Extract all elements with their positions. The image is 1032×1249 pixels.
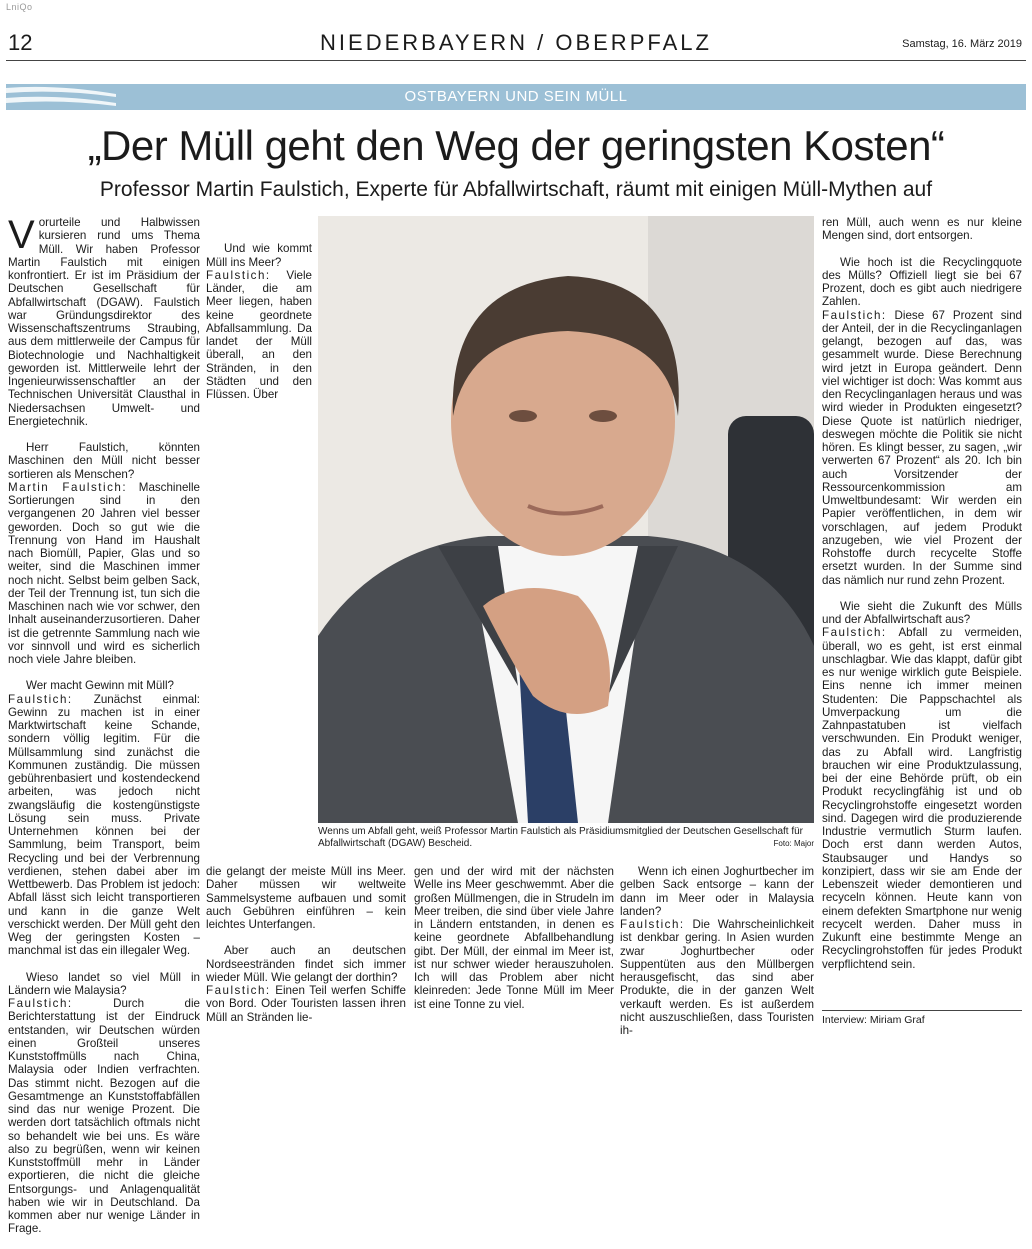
article-column-2-bottom [206,865,406,1037]
photo-credit: Foto: Major [773,839,814,848]
speaker-name: Faulstich: [8,692,73,706]
article-column-3 [414,865,614,1024]
header-rule [6,60,1026,61]
portrait-illustration [318,216,814,823]
subheadline: Professor Martin Faulstich, Experte für Abfallwirtschaft, räumt mit einigen Müll-Mythen auf [99,178,933,201]
question: Wieso landet so viel Müll in Ländern wie Malaysia? [8,970,200,997]
question: Wie sieht die Zukunft des Mülls und der Abfallwirtschaft aus? [822,599,1022,626]
question: Wer macht Gewinn mit Müll? [26,679,174,693]
question: Herr Faulstich, könnten Maschinen den Müll nicht besser sortieren als Menschen? [8,441,200,481]
speaker-name: Faulstich: [206,984,271,997]
article-column-1 [8,213,200,1249]
question: Wenn ich einen Joghurtbecher im gelben Sack entsorge – kann der dann im Meer oder in Malaysia landen? [620,865,814,918]
brand-watermark: LniQo [6,2,33,12]
answer-text: Die Wahrscheinlichkeit ist denkbar gering. In Asien wurden zwar Joghurtbecher oder Suppentüten aus den Müllbergen herausgefischt, das sind aber Produkte, die in der ganzen Welt verkauft werden. Es ist außerdem nicht auszuschließen, dass Touristen ih- [620,918,814,1037]
intro-text: orurteile und Halbwissen kursieren rund ums Thema Müll. Wir haben Professor Martin Faulstich mit einigen konfrontiert. Er ist im Präsidium der Deutschen Gesellschaft für Abfallwirtschaft (DGAW). Faulstich war Gründungsdirektor des Wissenschaftszentrums Straubing, aus dem mittlerweile der Campus für Biotechnologie und Nachhaltigkeit geworden ist. Mittlerweile lehrt der Ingenieurwissenschaftler an der Technischen Universität Clausthal in Niedersachsen Umwelt- und Energietechnik. [8,216,200,428]
caption-text: Wenns um Abfall geht, weiß Professor Martin Faulstich als Präsidiumsmitglied der Deutschen Gesellschaft für Abfallwirtschaft (DGAW) Bescheid. [318,826,804,849]
answer-text: Einen Teil werfen Schiffe von Bord. Oder Touristen lassen ihren Müll an Stränden lie- [206,984,406,1024]
answer-text: ren Müll, auch wenn es nur kleine Mengen sind, dort entsorgen. [822,216,1022,243]
drop-cap: V [8,213,35,257]
section-title: NIEDERBAYERN / OBERPFALZ [320,30,712,55]
question: Aber auch an deutschen Nordseestränden findet sich immer wieder Müll. Wie gelangt der dorthin? [206,944,406,984]
answer-text: Durch die Berichterstattung ist der Eindruck entstanden, wir Deutschen würden einen Großteil unseres Kunststoffmülls nach China, Malaysia oder Indien verfrachten. Das stimmt nicht. Bezogen auf die Gesamtmenge an Kunststoffabfällen sind das nur wenige Prozent. Die werden dort tatsächlich oftmals nicht so behandelt wie bei uns. Es wäre also zu begrüßen, wenn wir keinen Kunststoffmüll mehr in Länder exportieren, die nicht die gleiche Entsorgungs- und Anlagenqualität haben wie wir in Deutschland. Da kommen aber nur wenige Länder in Frage. [8,997,200,1236]
photo-caption [318,826,814,850]
article-column-4 [620,865,814,1050]
speaker-name: Faulstich: [822,308,887,322]
answer-text: Zunächst einmal: Gewinn zu machen ist in einer Marktwirtschaft keine Schande, sondern völlig legitim. Für die Müllsammlung sind zunächst die Kommunen zuständig. Die müssen gebührenbasiert und kostendeckend arbeiten, was jedoch nicht zwangsläufig die kostengünstigste Lösung sein muss. Private Unternehmen können bei der Sammlung, beim Transport, beim Recycling und bei der Verbrennung verdienen, stehen dabei aber im Wettbewerb. Das Problem ist jedoch: Abfall lässt sich leicht transportieren und kann in die ganze Welt verschickt werden. Der Müll geht den Weg der geringsten Kosten – manchmal ist das ein illegaler Weg. [8,692,200,958]
headline: „Der Müll geht den Weg der geringsten Kosten“ [87,122,945,169]
answer-text: Viele Länder, die am Meer liegen, haben keine geordnete Abfallsammlung. Da landet der Müll überall, an den Stränden, in den Städten und den Flüssen. Über [206,268,312,401]
page-number: 12 [8,30,33,55]
question: Und wie kommt Müll ins Meer? [206,242,312,269]
answer-text: die gelangt der meiste Müll ins Meer. Daher müssen wir weltweite Sammelsysteme aufbauen und somit auch Gebühren einführen – kein leichtes Unterfangen. [206,865,406,931]
answer-text: Maschinelle Sortierungen sind in den vergangenen 20 Jahren viel besser geworden. Doch so gut wie die Trennung von Hand im Haushalt nach Biomüll, Papier, Glas und so weiter, sind die Maschinen immer noch nicht. Selbst beim gelben Sack, der Teil der Trennung ist, tun sich die Maschinen nach wie vor schwer, den Inhalt auseinanderzusortieren. Daher ist die getrennte Sammlung nach wie vor sinnvoll und wird es sicherlich noch viele Jahre bleiben. [8,480,200,666]
topic-label: OSTBAYERN UND SEIN MÜLL [404,88,628,105]
byline: Interview: Miriam Graf [822,1010,1022,1026]
speaker-name: Faulstich: [620,918,685,931]
portrait-photo [318,216,814,823]
article-column-2 [206,216,312,414]
issue-date: Samstag, 16. März 2019 [902,38,1022,50]
answer-text: Abfall zu vermeiden, überall, wo es geht, ist erst einmal unschlagbar. Wie das klappt, dafür gibt es nur wenige wirklich gute Beispiele. Eins nenne ich immer meinen Studenten: Die Pappschachtel als Umverpackung um die Zahnpastatuben ist vielfach verschwunden. Ein Produkt weniger, das zu Abfall wird. Langfristig brauchen wir eine Produktzulassung, bei der eine Behörde prüft, ob ein Produkt recyclingfähig ist und ob Recyclingrohstoffe eingesetzt worden sind. Dagegen wird die produzierende Industrie vermutlich Sturm laufen. Doch erst dann werden Autos, Staubsauger und Handys so konzipiert, dass wir sie am Ende der Lebenszeit wieder demontieren und recyceln können. Heute kann von einem defekten Smartphone nur wenig recycelt werden. Daher muss in Zukunft eine bestimmte Menge an Recyclingrohstoffen für jedes Produkt verpflichtend sein. [822,626,1022,971]
speaker-name: Faulstich: [822,626,887,640]
answer-text: gen und der wird mit der nächsten Welle ins Meer geschwemmt. Aber die großen Müllmengen, die in Strudeln im Meer treiben, die sind über viele Jahre in Ländern entstanden, in denen es keine geordnete Abfallbehandlung gibt. Der Müll, der einmal im Meer ist, ist nur schwer wieder herauszuholen. Ich will das Problem aber nicht kleinreden: Jede Tonne Müll im Meer ist eine Tonne zu viel. [414,865,614,1011]
answer-text: Diese 67 Prozent sind der Anteil, der in die Recyclinganlagen gelangt, bezogen auf das, was gesammelt wurde. Diese Berechnung wird jetzt in Europa geändert. Denn viel wichtiger ist doch: Was kommt aus den Recyclinganlagen heraus und was wird wieder in Produkten eingesetzt? Diese Quote ist natürlich niedriger, deswegen möchte die Politik sie nicht hören. Es klingt besser, zu sagen, „wir verwerten 67 Prozent“ als 20. Ich bin auch Vorsitzender der Ressourcenkommission am Umweltbundesamt: Wir werden ein Papier veröffentlichen, in dem wir vorschlagen, auf jedem Produkt anzugeben, wie viel Prozent der Rohstoffe durch recycelte Stoffe ersetzt wurden. In der Summe sind das nämlich nur rund zehn Prozent. [822,308,1022,587]
speaker-name: Martin Faulstich: [8,480,128,494]
speaker-name: Faulstich: [206,268,271,282]
question: Wie hoch ist die Recyclingquote des Mülls? Offiziell liegt sie bei 67 Prozent, doch es gibt auch niedrigere Zahlen. [822,255,1022,309]
article-column-5 [822,216,1022,984]
speaker-name: Faulstich: [8,997,73,1010]
